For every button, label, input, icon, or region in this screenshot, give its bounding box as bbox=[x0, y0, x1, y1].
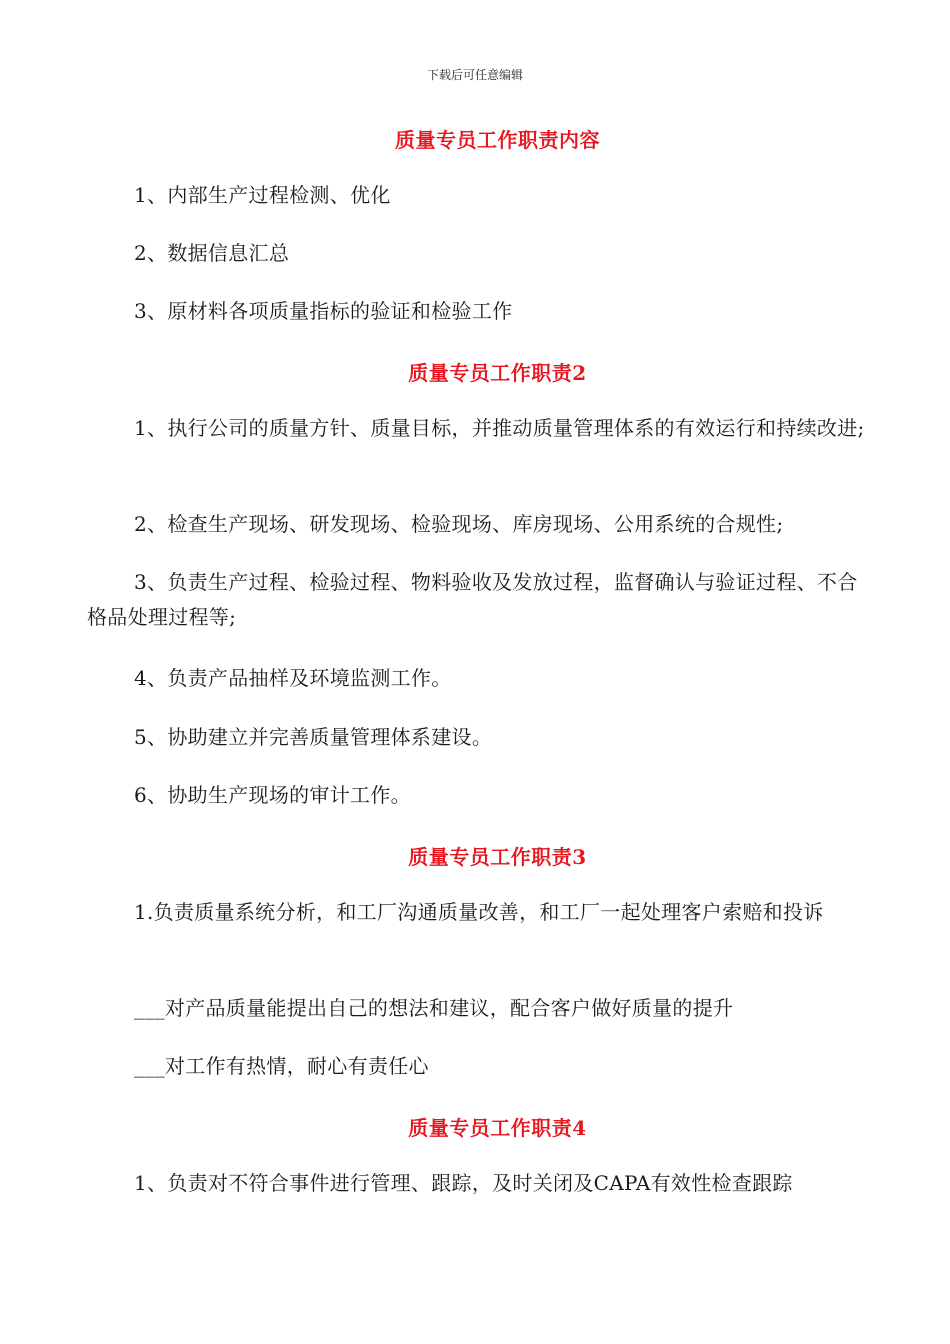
list-item: ___对工作有热情，耐心有责任心 bbox=[134, 1054, 429, 1078]
section-heading-3: 质量专员工作职责3 bbox=[408, 845, 587, 869]
list-item: 4、负责产品抽样及环境监测工作。 bbox=[134, 666, 452, 690]
header-note: 下载后可任意编辑 bbox=[426, 68, 523, 82]
section-heading-2: 质量专员工作职责2 bbox=[408, 361, 587, 385]
list-item: 5、协助建立并完善质量管理体系建设。 bbox=[134, 725, 493, 749]
list-item: 1、执行公司的质量方针、质量目标，并推动质量管理体系的有效运行和持续改进; bbox=[134, 416, 865, 440]
list-item: 3、原材料各项质量指标的验证和检验工作 bbox=[134, 299, 513, 323]
list-item: 2、数据信息汇总 bbox=[134, 241, 290, 265]
section-heading-1: 质量专员工作职责内容 bbox=[395, 128, 600, 152]
list-item: 3、负责生产过程、检验过程、物料验收及发放过程，监督确认与验证过程、不合格品处理过程等; bbox=[87, 570, 858, 629]
list-item: 6、协助生产现场的审计工作。 bbox=[134, 783, 411, 807]
list-item: 2、检查生产现场、研发现场、检验现场、库房现场、公用系统的合规性; bbox=[134, 512, 784, 536]
list-item: 1、内部生产过程检测、优化 bbox=[134, 183, 391, 207]
list-item: 1、负责对不符合事件进行管理、跟踪，及时关闭及CAPA有效性检查跟踪 bbox=[134, 1171, 793, 1195]
list-item: ___对产品质量能提出自己的想法和建议，配合客户做好质量的提升 bbox=[134, 996, 734, 1020]
section-heading-4: 质量专员工作职责4 bbox=[408, 1116, 587, 1140]
list-item: 1.负责质量系统分析，和工厂沟通质量改善，和工厂一起处理客户索赔和投诉 bbox=[134, 900, 824, 924]
